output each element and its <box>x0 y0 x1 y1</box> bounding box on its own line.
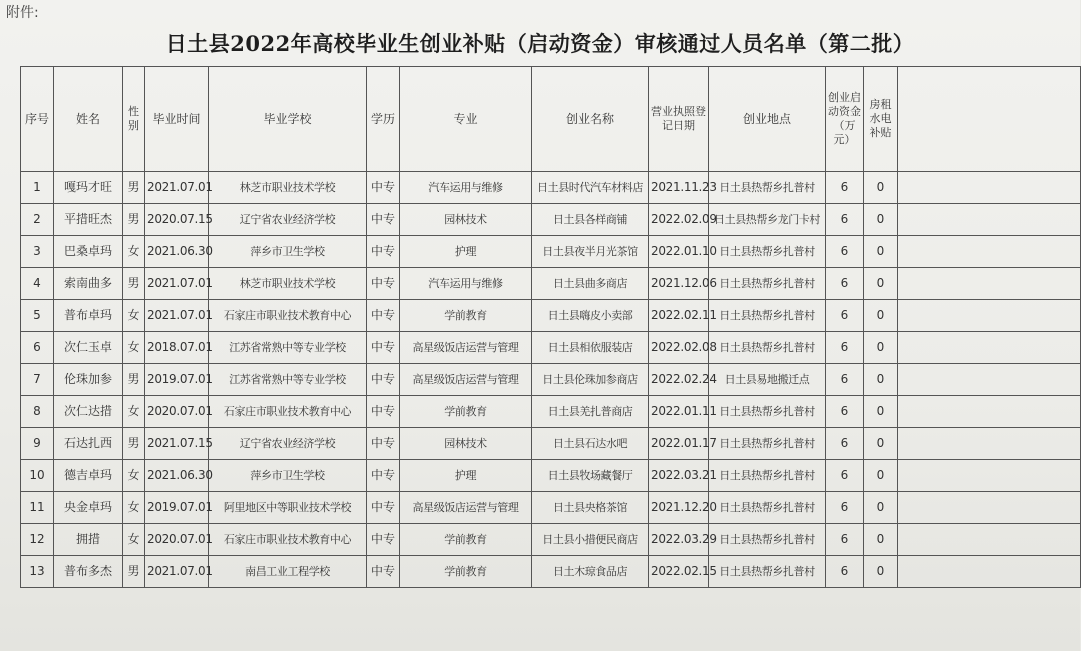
cell-blank <box>898 556 1081 588</box>
cell-name: 嘎玛才旺 <box>54 172 123 204</box>
cell-gender: 女 <box>123 332 145 364</box>
cell-gender: 女 <box>123 524 145 556</box>
header-business: 创业名称 <box>532 67 649 172</box>
cell-degree: 中专 <box>367 396 400 428</box>
cell-name: 平措旺杰 <box>54 204 123 236</box>
cell-name: 德吉卓玛 <box>54 460 123 492</box>
cell-school: 阿里地区中等职业技术学校 <box>209 492 367 524</box>
cell-grad-time: 2018.07.01 <box>145 332 209 364</box>
cell-gender: 男 <box>123 428 145 460</box>
cell-fund: 6 <box>826 396 864 428</box>
cell-blank <box>898 460 1081 492</box>
cell-license-date: 2022.02.09 <box>649 204 709 236</box>
cell-grad-time: 2021.06.30 <box>145 460 209 492</box>
cell-grad-time: 2020.07.15 <box>145 204 209 236</box>
cell-major: 园林技术 <box>400 204 532 236</box>
cell-fund: 6 <box>826 492 864 524</box>
cell-seq: 1 <box>21 172 54 204</box>
cell-degree: 中专 <box>367 300 400 332</box>
table-row <box>21 428 1081 460</box>
cell-license-date: 2022.01.10 <box>649 236 709 268</box>
cell-location: 日土县热帮乡扎普村 <box>709 172 826 204</box>
cell-school: 辽宁省农业经济学校 <box>209 428 367 460</box>
cell-name: 次仁玉卓 <box>54 332 123 364</box>
cell-school: 辽宁省农业经济学校 <box>209 204 367 236</box>
cell-major: 高星级饭店运营与管理 <box>400 332 532 364</box>
cell-degree: 中专 <box>367 236 400 268</box>
cell-gender: 男 <box>123 364 145 396</box>
cell-business: 日土县夜半月光茶馆 <box>532 236 649 268</box>
cell-rent: 0 <box>864 172 898 204</box>
cell-blank <box>898 172 1081 204</box>
table-row <box>21 364 1081 396</box>
cell-location: 日土县热帮乡扎普村 <box>709 268 826 300</box>
cell-major: 学前教育 <box>400 556 532 588</box>
header-fund: 创业启动资金（万元） <box>826 67 864 172</box>
cell-grad-time: 2021.07.01 <box>145 300 209 332</box>
cell-degree: 中专 <box>367 172 400 204</box>
cell-license-date: 2022.02.24 <box>649 364 709 396</box>
cell-name: 索南曲多 <box>54 268 123 300</box>
cell-business: 日土县牧场藏餐厅 <box>532 460 649 492</box>
cell-license-date: 2022.03.21 <box>649 460 709 492</box>
cell-major: 护理 <box>400 236 532 268</box>
cell-school: 林芝市职业技术学校 <box>209 268 367 300</box>
cell-rent: 0 <box>864 268 898 300</box>
cell-seq: 7 <box>21 364 54 396</box>
cell-rent: 0 <box>864 396 898 428</box>
table-row <box>21 524 1081 556</box>
cell-school: 石家庄市职业技术教育中心 <box>209 396 367 428</box>
cell-gender: 女 <box>123 300 145 332</box>
cell-seq: 11 <box>21 492 54 524</box>
cell-name: 伦珠加参 <box>54 364 123 396</box>
header-rent: 房租水电补贴 <box>864 67 898 172</box>
cell-fund: 6 <box>826 268 864 300</box>
cell-blank <box>898 236 1081 268</box>
cell-major: 汽车运用与维修 <box>400 172 532 204</box>
cell-name: 石达扎西 <box>54 428 123 460</box>
cell-school: 石家庄市职业技术教育中心 <box>209 300 367 332</box>
cell-degree: 中专 <box>367 364 400 396</box>
cell-business: 日土县央格茶馆 <box>532 492 649 524</box>
cell-location: 日土县热帮乡扎普村 <box>709 332 826 364</box>
cell-location: 日土县热帮乡扎普村 <box>709 556 826 588</box>
cell-blank <box>898 300 1081 332</box>
cell-rent: 0 <box>864 492 898 524</box>
cell-blank <box>898 332 1081 364</box>
cell-business: 日土县时代汽车材料店 <box>532 172 649 204</box>
cell-blank <box>898 364 1081 396</box>
cell-blank <box>898 492 1081 524</box>
header-blank <box>898 67 1081 172</box>
cell-school: 江苏省常熟中等专业学校 <box>209 364 367 396</box>
cell-name: 央金卓玛 <box>54 492 123 524</box>
cell-rent: 0 <box>864 428 898 460</box>
cell-license-date: 2022.03.29 <box>649 524 709 556</box>
cell-business: 日土县曲多商店 <box>532 268 649 300</box>
cell-grad-time: 2021.07.01 <box>145 268 209 300</box>
cell-business: 日土县相依服装店 <box>532 332 649 364</box>
cell-major: 高星级饭店运营与管理 <box>400 492 532 524</box>
cell-seq: 2 <box>21 204 54 236</box>
cell-gender: 女 <box>123 460 145 492</box>
cell-location: 日土县易地搬迁点 <box>709 364 826 396</box>
cell-business: 日土木琼食品店 <box>532 556 649 588</box>
cell-degree: 中专 <box>367 556 400 588</box>
header-major: 专业 <box>400 67 532 172</box>
cell-seq: 10 <box>21 460 54 492</box>
cell-seq: 6 <box>21 332 54 364</box>
cell-grad-time: 2019.07.01 <box>145 492 209 524</box>
cell-license-date: 2021.12.06 <box>649 268 709 300</box>
cell-degree: 中专 <box>367 204 400 236</box>
header-name: 姓名 <box>54 67 123 172</box>
header-degree: 学历 <box>367 67 400 172</box>
annex-label: 附件: <box>6 5 39 21</box>
cell-fund: 6 <box>826 364 864 396</box>
cell-major: 学前教育 <box>400 396 532 428</box>
table-row <box>21 460 1081 492</box>
cell-grad-time: 2021.07.15 <box>145 428 209 460</box>
cell-license-date: 2022.01.11 <box>649 396 709 428</box>
cell-seq: 5 <box>21 300 54 332</box>
cell-location: 日土县热帮乡扎普村 <box>709 460 826 492</box>
cell-school: 萍乡市卫生学校 <box>209 460 367 492</box>
cell-school: 南昌工业工程学校 <box>209 556 367 588</box>
cell-major: 高星级饭店运营与管理 <box>400 364 532 396</box>
cell-gender: 女 <box>123 236 145 268</box>
cell-major: 汽车运用与维修 <box>400 268 532 300</box>
approved-list-table <box>20 66 1081 588</box>
document-title: 日土县2022年高校毕业生创业补贴（启动资金）审核通过人员名单（第二批） <box>165 31 915 56</box>
cell-license-date: 2021.12.20 <box>649 492 709 524</box>
cell-fund: 6 <box>826 524 864 556</box>
cell-rent: 0 <box>864 460 898 492</box>
table-row <box>21 556 1081 588</box>
cell-gender: 男 <box>123 204 145 236</box>
cell-seq: 4 <box>21 268 54 300</box>
header-license-date: 营业执照登记日期 <box>649 67 709 172</box>
cell-fund: 6 <box>826 332 864 364</box>
cell-degree: 中专 <box>367 428 400 460</box>
header-location: 创业地点 <box>709 67 826 172</box>
cell-name: 巴桑卓玛 <box>54 236 123 268</box>
cell-license-date: 2022.02.11 <box>649 300 709 332</box>
table-row <box>21 300 1081 332</box>
cell-location: 日土县热帮乡扎普村 <box>709 300 826 332</box>
cell-business: 日土县羌扎普商店 <box>532 396 649 428</box>
cell-grad-time: 2020.07.01 <box>145 396 209 428</box>
cell-degree: 中专 <box>367 268 400 300</box>
cell-fund: 6 <box>826 556 864 588</box>
cell-school: 石家庄市职业技术教育中心 <box>209 524 367 556</box>
header-grad-time: 毕业时间 <box>145 67 209 172</box>
cell-location: 日土县热帮乡龙门卡村 <box>709 204 826 236</box>
cell-school: 林芝市职业技术学校 <box>209 172 367 204</box>
cell-location: 日土县热帮乡扎普村 <box>709 492 826 524</box>
cell-business: 日土县各样商铺 <box>532 204 649 236</box>
cell-license-date: 2021.11.23 <box>649 172 709 204</box>
cell-business: 日土县小措便民商店 <box>532 524 649 556</box>
cell-fund: 6 <box>826 236 864 268</box>
cell-seq: 12 <box>21 524 54 556</box>
table-row <box>21 268 1081 300</box>
header-gender: 性别 <box>123 67 145 172</box>
table-row <box>21 492 1081 524</box>
cell-business: 日土县石达水吧 <box>532 428 649 460</box>
cell-gender: 男 <box>123 556 145 588</box>
cell-name: 普布卓玛 <box>54 300 123 332</box>
cell-gender: 男 <box>123 268 145 300</box>
cell-blank <box>898 204 1081 236</box>
cell-license-date: 2022.02.08 <box>649 332 709 364</box>
cell-degree: 中专 <box>367 524 400 556</box>
cell-location: 日土县热帮乡扎普村 <box>709 428 826 460</box>
cell-seq: 3 <box>21 236 54 268</box>
cell-school: 萍乡市卫生学校 <box>209 236 367 268</box>
cell-blank <box>898 268 1081 300</box>
cell-grad-time: 2021.07.01 <box>145 172 209 204</box>
table-row <box>21 332 1081 364</box>
cell-grad-time: 2021.07.01 <box>145 556 209 588</box>
cell-rent: 0 <box>864 236 898 268</box>
table-row <box>21 204 1081 236</box>
cell-blank <box>898 428 1081 460</box>
cell-fund: 6 <box>826 204 864 236</box>
cell-blank <box>898 524 1081 556</box>
cell-degree: 中专 <box>367 492 400 524</box>
cell-fund: 6 <box>826 300 864 332</box>
cell-location: 日土县热帮乡扎普村 <box>709 524 826 556</box>
cell-seq: 13 <box>21 556 54 588</box>
cell-fund: 6 <box>826 172 864 204</box>
table-row <box>21 172 1081 204</box>
cell-grad-time: 2020.07.01 <box>145 524 209 556</box>
cell-name: 普布多杰 <box>54 556 123 588</box>
cell-fund: 6 <box>826 428 864 460</box>
header-seq: 序号 <box>21 67 54 172</box>
cell-blank <box>898 396 1081 428</box>
cell-rent: 0 <box>864 556 898 588</box>
header-school: 毕业学校 <box>209 67 367 172</box>
cell-gender: 女 <box>123 492 145 524</box>
cell-business: 日土县嗨皮小卖部 <box>532 300 649 332</box>
cell-license-date: 2022.01.17 <box>649 428 709 460</box>
cell-seq: 9 <box>21 428 54 460</box>
cell-degree: 中专 <box>367 460 400 492</box>
cell-name: 拥措 <box>54 524 123 556</box>
table-row <box>21 396 1081 428</box>
cell-location: 日土县热帮乡扎普村 <box>709 396 826 428</box>
cell-rent: 0 <box>864 364 898 396</box>
cell-name: 次仁达措 <box>54 396 123 428</box>
cell-grad-time: 2019.07.01 <box>145 364 209 396</box>
cell-major: 学前教育 <box>400 524 532 556</box>
cell-business: 日土县伦珠加参商店 <box>532 364 649 396</box>
cell-location: 日土县热帮乡扎普村 <box>709 236 826 268</box>
cell-seq: 8 <box>21 396 54 428</box>
table-header-row <box>21 67 1081 172</box>
cell-rent: 0 <box>864 300 898 332</box>
cell-major: 护理 <box>400 460 532 492</box>
cell-major: 学前教育 <box>400 300 532 332</box>
cell-gender: 男 <box>123 172 145 204</box>
cell-grad-time: 2021.06.30 <box>145 236 209 268</box>
cell-gender: 女 <box>123 396 145 428</box>
cell-school: 江苏省常熟中等专业学校 <box>209 332 367 364</box>
cell-rent: 0 <box>864 332 898 364</box>
cell-fund: 6 <box>826 460 864 492</box>
cell-rent: 0 <box>864 204 898 236</box>
table-row <box>21 236 1081 268</box>
cell-major: 园林技术 <box>400 428 532 460</box>
cell-degree: 中专 <box>367 332 400 364</box>
cell-rent: 0 <box>864 524 898 556</box>
cell-license-date: 2022.02.15 <box>649 556 709 588</box>
